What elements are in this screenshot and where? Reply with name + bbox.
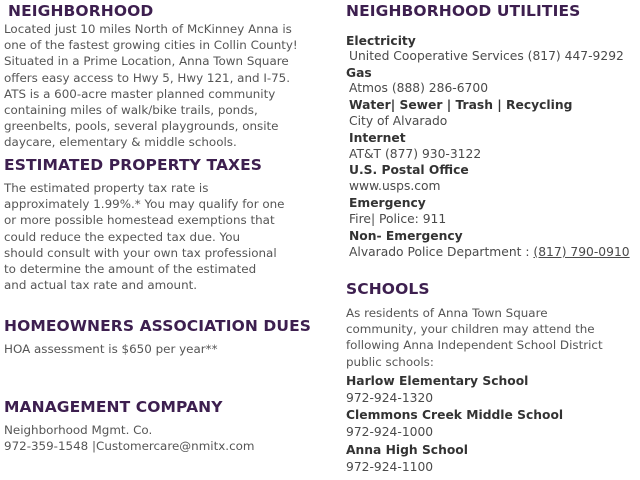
neighborhood-line: ATS is a 600-acre master planned community: [4, 86, 276, 101]
utility-label-postal: U.S. Postal Office: [349, 163, 469, 177]
neighborhood-line: offers easy access to Hwy 5, Hwy 121, and I-75.: [4, 70, 291, 85]
utility-label-water: Water| Sewer | Trash | Recycling: [349, 98, 573, 112]
taxes-line: The estimated property tax rate is: [4, 181, 209, 195]
school-name-harlow: Harlow Elementary School: [346, 374, 529, 388]
neighborhood-line: Situated in a Prime Location, Anna Town Square: [4, 54, 289, 69]
taxes-line: to determine the amount of the estimated: [4, 262, 257, 277]
utility-value-non-emergency: [349, 245, 630, 259]
school-name-anna-high: Anna High School: [346, 443, 468, 457]
utility-label-non-emergency: Non- Emergency: [349, 229, 463, 243]
taxes-heading: ESTIMATED PROPERTY TAXES: [4, 156, 263, 174]
utility-label-internet: Internet: [349, 131, 406, 145]
utility-value-postal: www.usps.com: [349, 179, 441, 193]
neighborhood-heading: NEIGHBORHOOD: [8, 2, 154, 20]
utility-value-emergency: Fire| Police: 911: [349, 212, 447, 226]
taxes-text: [4, 180, 285, 293]
utility-value-electricity: United Cooperative Services (817) 447-9292: [349, 49, 624, 63]
utility-value-gas: Atmos (888) 286-6700: [349, 81, 489, 95]
taxes-line: and actual tax rate and amount.: [4, 278, 198, 293]
hoa-text: HOA assessment is $650 per year**: [4, 342, 218, 356]
utilities-heading: NEIGHBORHOOD UTILITIES: [346, 2, 581, 20]
schools-intro: [346, 305, 603, 370]
utility-value-water: City of Alvarado: [349, 114, 448, 128]
taxes-line: or more possible homestead exemptions that: [4, 213, 275, 228]
schools-intro-line: As residents of Anna Town Square: [346, 306, 548, 320]
management-contact: 972-359-1548 |Customercare@nmitx.com: [4, 439, 255, 454]
neighborhood-line: containing miles of walk/bike trails, ponds,: [4, 103, 258, 118]
school-phone-anna-high: 972-924-1100: [346, 460, 434, 474]
school-name-clemmons: Clemmons Creek Middle School: [346, 408, 564, 422]
taxes-line: approximately 1.99%.* You may qualify for one: [4, 197, 285, 212]
neighborhood-line: Located just 10 miles North of McKinney Anna is: [4, 22, 292, 36]
schools-intro-line: following Anna Independent School District: [346, 338, 603, 353]
utility-label-electricity: Electricity: [346, 34, 416, 48]
schools-intro-line: public schools:: [346, 354, 434, 369]
utility-label-gas: Gas: [346, 66, 372, 80]
schools-heading: SCHOOLS: [346, 280, 430, 298]
neighborhood-line: one of the fastest growing cities in Collin County!: [4, 38, 298, 53]
taxes-line: should consult with your own tax professional: [4, 245, 277, 260]
neighborhood-text: [4, 21, 298, 151]
utility-value-internet: AT&T (877) 930-3122: [349, 147, 482, 161]
police-department-text: Alvarado Police Department :: [349, 245, 534, 259]
police-phone-link[interactable]: (817) 790-0910: [533, 245, 630, 259]
neighborhood-line: daycare, elementary & middle schools.: [4, 135, 237, 150]
management-heading: MANAGEMENT COMPANY: [4, 398, 223, 416]
school-phone-harlow: 972-924-1320: [346, 391, 434, 405]
management-name: Neighborhood Mgmt. Co.: [4, 423, 153, 437]
utility-label-emergency: Emergency: [349, 196, 426, 210]
school-phone-clemmons: 972-924-1000: [346, 425, 434, 439]
taxes-line: could reduce the expected tax due. You: [4, 229, 240, 244]
schools-intro-line: community, your children may attend the: [346, 322, 595, 337]
hoa-heading: HOMEOWNERS ASSOCIATION DUES: [4, 317, 312, 335]
neighborhood-line: greenbelts, pools, several playgrounds, onsite: [4, 119, 279, 134]
management-text: [4, 422, 254, 454]
